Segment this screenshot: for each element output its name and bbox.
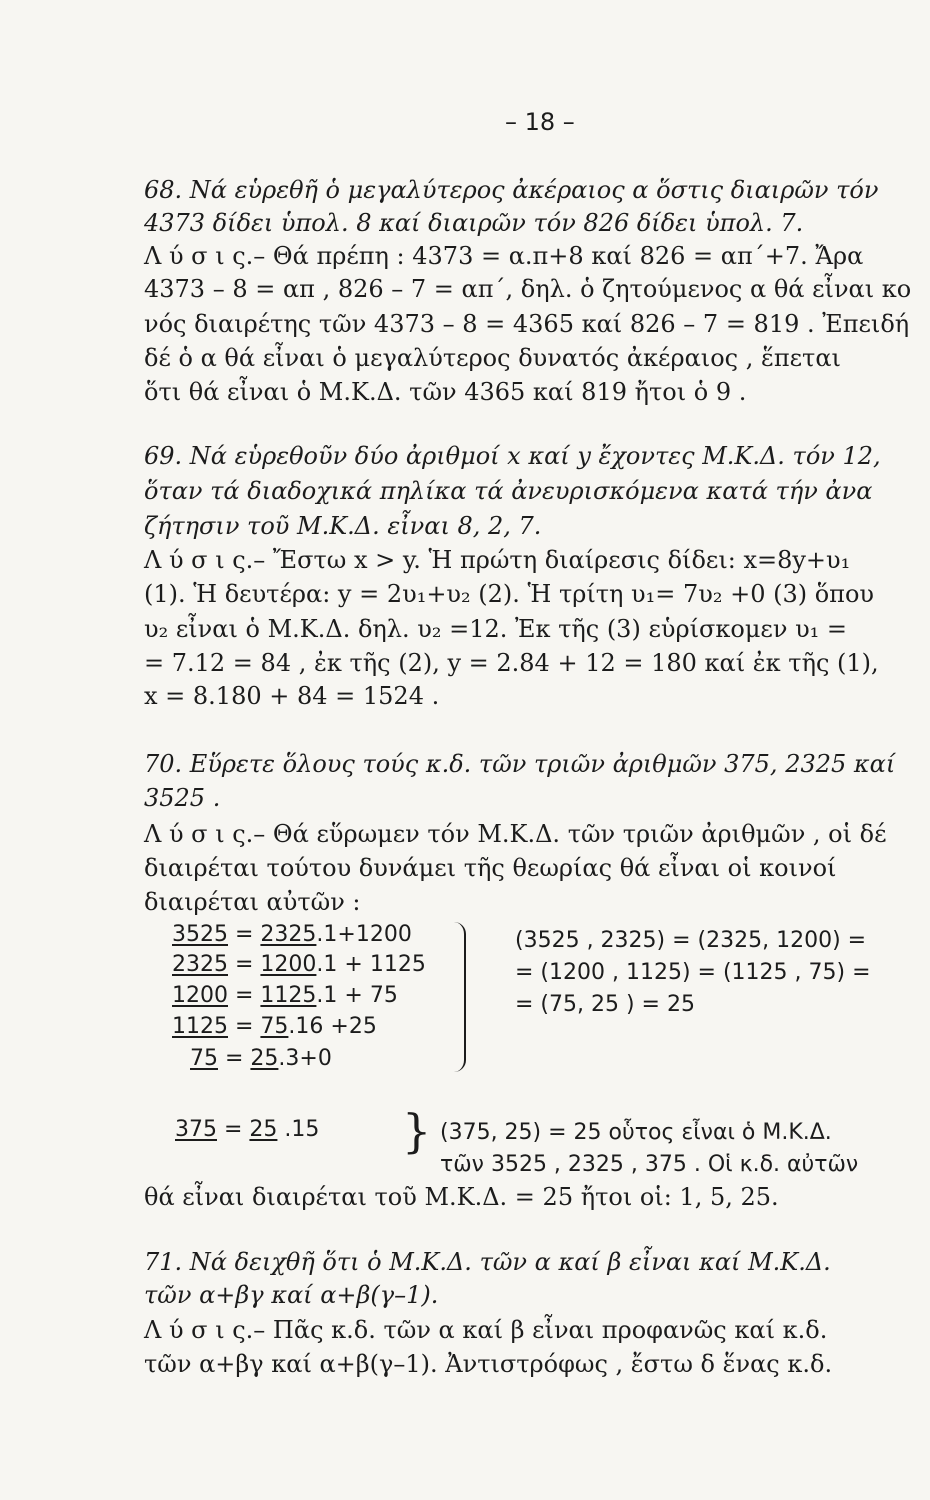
euclid-dividend: 2325	[172, 952, 228, 977]
euclid-dividend: 3525	[172, 922, 228, 947]
problem-69-solution-line-1: Λ ύ σ ι ς.– Ἔστω x > y. Ἡ πρώτη διαίρεσις δίδει: x=8y+υ₁	[144, 546, 851, 574]
final-tail: .15	[277, 1117, 320, 1142]
problem-69-statement-line-2: ὅταν τά διαδοχικά πηλίκα τά ἀνευρισκόμενα κατά τήν ἀνα	[144, 477, 873, 505]
euclid-tail: .3+0	[278, 1046, 332, 1071]
final-result-line-1: (375, 25) = 25 οὗτος εἶναι ὁ Μ.Κ.Δ.	[440, 1120, 832, 1145]
euclid-equals: =	[228, 1014, 261, 1039]
problem-71-solution-line-1: Λ ύ σ ι ς.– Πᾶς κ.δ. τῶν α καί β εἶναι προφανῶς καί κ.δ.	[144, 1316, 828, 1344]
euclid-equals: =	[228, 983, 261, 1008]
gcd-chain-line-3: = (75, 25 ) = 25	[515, 992, 695, 1017]
final-dividend: 375	[175, 1117, 217, 1142]
problem-68-solution-line-5: ὅτι θά εἶναι ὁ Μ.Κ.Δ. τῶν 4365 καί 819 ἤτοι ὁ 9 .	[144, 378, 747, 406]
problem-69-solution-line-2: (1). Ἡ δευτέρα: y = 2υ₁+υ₂ (2). Ἡ τρίτη υ₁= 7υ₂ +0 (3) ὅπου	[144, 580, 874, 608]
final-result-line-3: θά εἶναι διαιρέται τοῦ Μ.Κ.Δ. = 25 ἤτοι οἱ: 1, 5, 25.	[144, 1183, 779, 1211]
euclid-equals: =	[228, 952, 261, 977]
page-number: – 18 –	[505, 108, 575, 136]
problem-70-solution-line-3: διαιρέται αὐτῶν :	[144, 888, 361, 916]
euclid-equals: =	[218, 1046, 251, 1071]
problem-68-statement-line-2: 4373 δίδει ὑπολ. 8 καί διαιρῶν τόν 826 δίδει ὑπολ. 7.	[144, 209, 804, 237]
problem-69-statement-line-3: ζήτησιν τοῦ Μ.Κ.Δ. εἶναι 8, 2, 7.	[144, 512, 542, 540]
right-brace-euclid	[452, 922, 466, 1072]
problem-68-solution-line-4: δέ ὁ α θά εἶναι ὁ μεγαλύτερος δυνατός ἀκέραιος , ἕπεται	[144, 344, 841, 372]
euclid-tail: .1 + 1125	[316, 952, 426, 977]
problem-71-solution-line-2: τῶν α+βγ καί α+β(γ–1). Ἀντιστρόφως , ἔστω δ ἕνας κ.δ.	[144, 1350, 833, 1378]
gcd-chain-line-2: = (1200 , 1125) = (1125 , 75) =	[515, 960, 871, 985]
euclid-divisor: 25	[250, 1046, 279, 1071]
euclid-dividend: 75	[190, 1046, 218, 1071]
euclid-tail: .1 + 75	[316, 983, 398, 1008]
euclid-divisor: 2325	[260, 922, 317, 947]
problem-69-solution-line-5: x = 8.180 + 84 = 1524 .	[144, 682, 440, 710]
euclid-divisor: 1125	[260, 983, 317, 1008]
problem-69-statement-line-1: 69. Νά εὑρεθοῦν δύο ἀριθμοί x καί y ἔχοντες Μ.Κ.Δ. τόν 12,	[144, 442, 881, 470]
euclid-step-3	[172, 983, 398, 1008]
problem-68-solution-line-3: νός διαιρέτης τῶν 4373 – 8 = 4365 καί 826 – 7 = 819 . Ἐπειδή	[144, 310, 910, 338]
euclid-dividend: 1125	[172, 1014, 228, 1039]
euclid-step-2	[172, 952, 426, 977]
euclid-step-4	[172, 1014, 377, 1039]
final-result-line-2: τῶν 3525 , 2325 , 375 . Οἱ κ.δ. αὐτῶν	[440, 1152, 859, 1177]
euclid-step-1	[172, 922, 412, 947]
final-divisor: 25	[249, 1117, 278, 1142]
euclid-step-5	[190, 1046, 332, 1071]
problem-68-solution-line-2: 4373 – 8 = απ , 826 – 7 = απ΄, δηλ. ὁ ζητούμενος α θά εἶναι κο	[144, 275, 912, 303]
problem-68-solution-line-1: Λ ύ σ ι ς.– Θά πρέπη : 4373 = α.π+8 καί 826 = απ΄+7. Ἄρα	[144, 242, 864, 270]
problem-71-statement-line-2: τῶν α+βγ καί α+β(γ–1).	[144, 1281, 439, 1309]
euclid-divisor: 1200	[260, 952, 317, 977]
problem-69-solution-line-3: υ₂ εἶναι ὁ Μ.Κ.Δ. δηλ. υ₂ =12. Ἐκ τῆς (3) εὑρίσκομεν υ₁ =	[144, 615, 848, 643]
gcd-chain-line-1: (3525 , 2325) = (2325, 1200) =	[515, 928, 867, 953]
euclid-divisor: 75	[260, 1014, 289, 1039]
euclid-tail: .16 +25	[288, 1014, 377, 1039]
final-euclid-step	[175, 1117, 319, 1142]
right-brace-final: }	[402, 1104, 432, 1158]
problem-69-solution-line-4: = 7.12 = 84 , ἐκ τῆς (2), y = 2.84 + 12 = 180 καί ἐκ τῆς (1),	[144, 649, 879, 677]
euclid-tail: .1+1200	[316, 922, 412, 947]
problem-70-solution-line-2: διαιρέται τούτου δυνάμει τῆς θεωρίας θά εἶναι οἱ κοινοί	[144, 854, 837, 882]
euclid-equals: =	[228, 922, 261, 947]
problem-70-statement-line-2: 3525 .	[144, 784, 221, 812]
problem-70-statement-line-1: 70. Εὕρετε ὅλους τούς κ.δ. τῶν τριῶν ἀριθμῶν 375, 2325 καί	[144, 750, 896, 778]
euclid-dividend: 1200	[172, 983, 228, 1008]
problem-70-solution-line-1: Λ ύ σ ι ς.– Θά εὕρωμεν τόν Μ.Κ.Δ. τῶν τριῶν ἀριθμῶν , οἱ δέ	[144, 820, 887, 848]
final-equals: =	[217, 1117, 250, 1142]
problem-71-statement-line-1: 71. Νά δειχθῆ ὅτι ὁ Μ.Κ.Δ. τῶν α καί β εἶναι καί Μ.Κ.Δ.	[144, 1248, 831, 1276]
problem-68-statement-line-1: 68. Νά εὑρεθῆ ὁ μεγαλύτερος ἀκέραιος α ὅστις διαιρῶν τόν	[144, 176, 879, 204]
